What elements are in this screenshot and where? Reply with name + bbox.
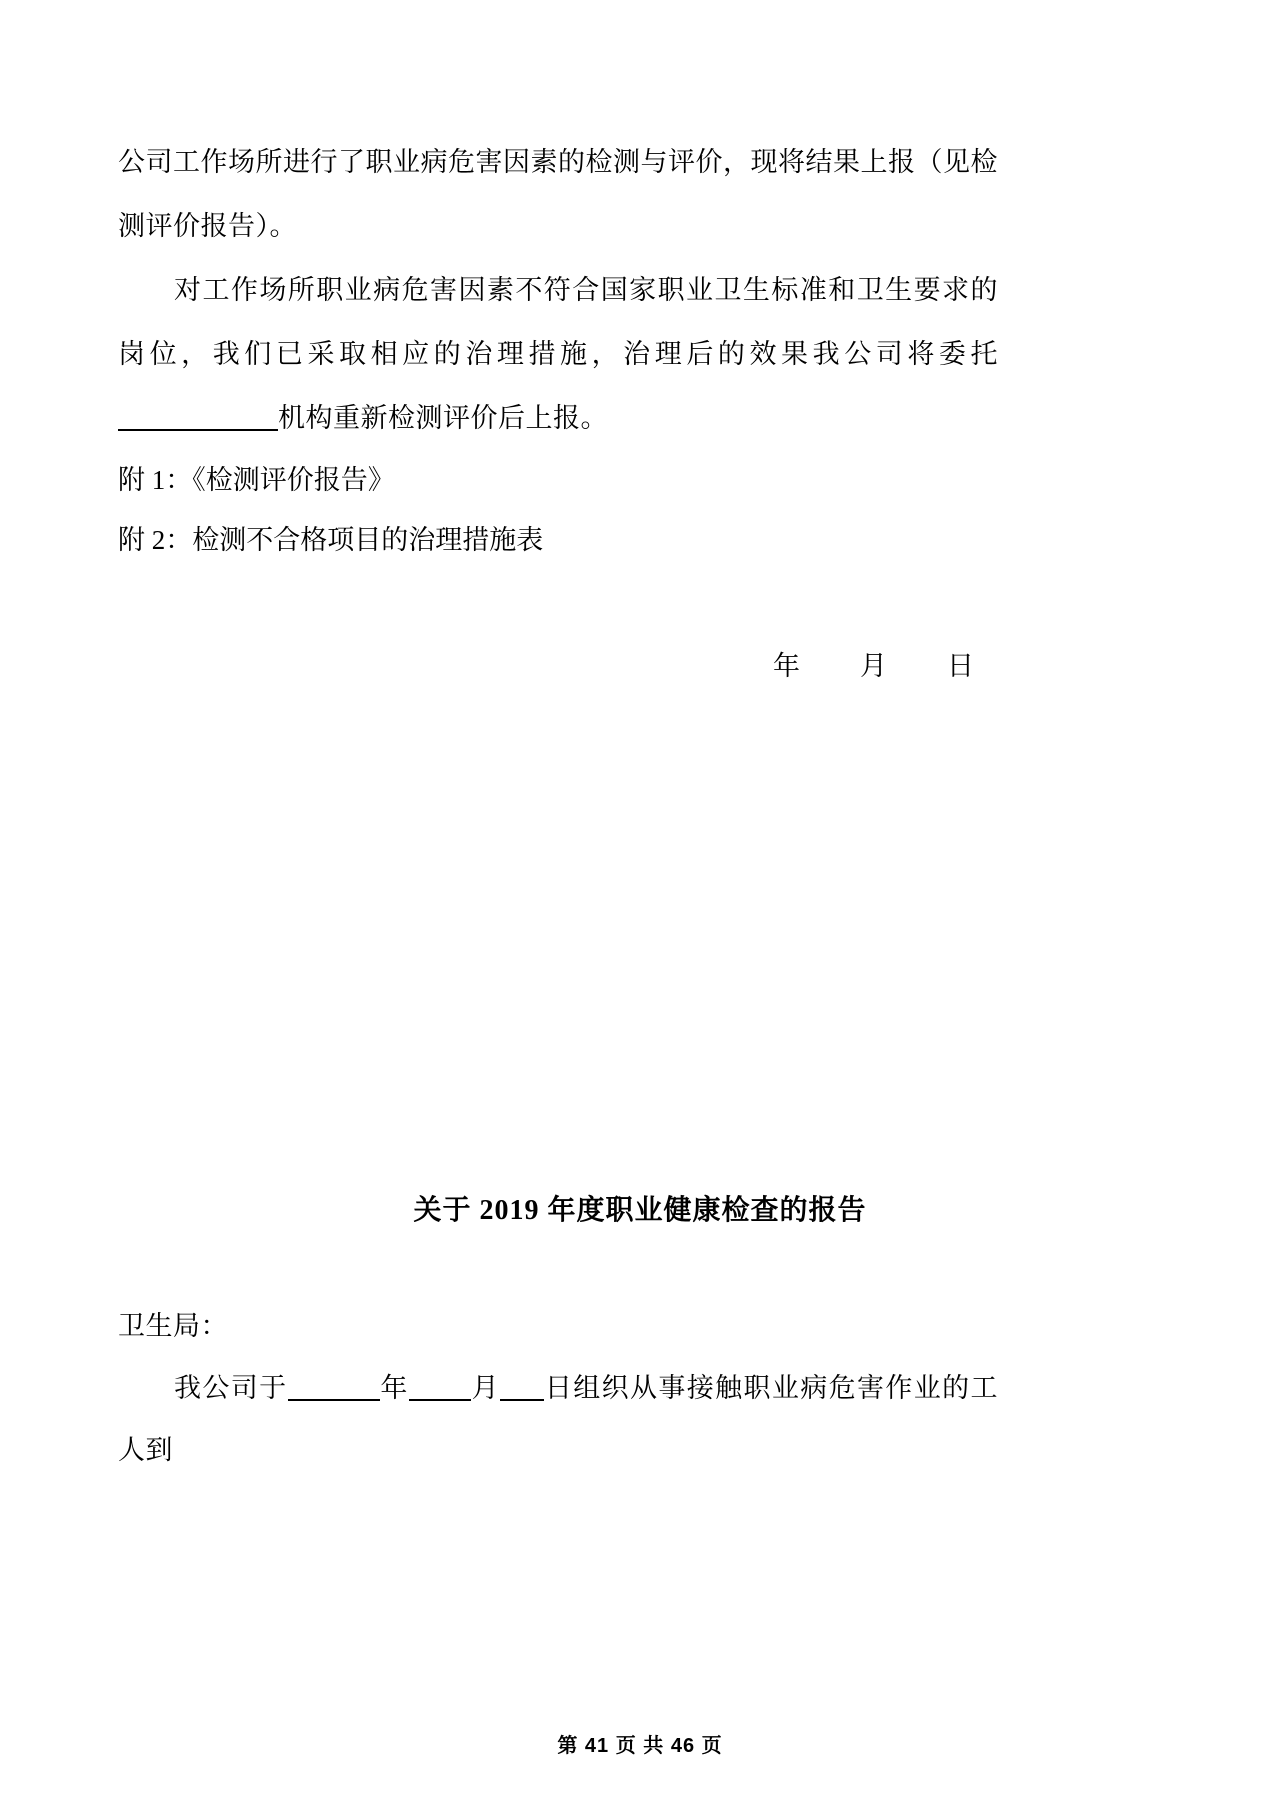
fill-in-blank-month[interactable] [409,1377,471,1401]
paragraph-2-text-after: 机构重新检测评价后上报。 [278,403,608,433]
paragraph-2 [118,258,998,450]
lower-paragraph-seg1: 我公司于 [174,1373,288,1403]
paragraph-1 [118,130,998,258]
lower-paragraph-seg2: 年 [379,1373,409,1403]
attachment-item-2: 附 2：检测不合格项目的治理措施表 [118,525,544,555]
page-footer: 第 41 页 共 46 页 [557,1735,723,1757]
paragraph-2-text-before: 对工作场所职业病危害因素不符合国家职业卫生标准和卫生要求的岗位，我们已采取相应的治理措施，治理后的效果我公司将委托 [118,275,998,369]
fill-in-blank-year[interactable] [288,1377,380,1401]
date-year-label: 年 [773,651,802,681]
lower-paragraph-seg3: 月 [470,1373,500,1403]
recipient-line: 卫生局： [118,1311,228,1341]
date-month-label: 月 [860,651,889,681]
attachment-item-1: 附 1：《检测评价报告》 [118,465,395,495]
lower-paragraph [118,1357,998,1481]
fill-in-blank-day[interactable] [500,1377,544,1401]
lower-paragraph-seg4: 日组织从事接触职业病危害作业的工人到 [118,1373,998,1465]
document-body [118,130,998,683]
signature-date-line [118,644,998,683]
section-title: 关于 2019 年度职业健康检查的报告 [413,1195,867,1226]
date-day-label: 日 [947,651,976,681]
paragraph-1-text: 公司工作场所进行了职业病危害因素的检测与评价，现将结果上报（见检测评价报告）。 [118,147,998,241]
lower-section [118,1295,998,1481]
fill-in-blank-agency[interactable] [118,407,278,431]
